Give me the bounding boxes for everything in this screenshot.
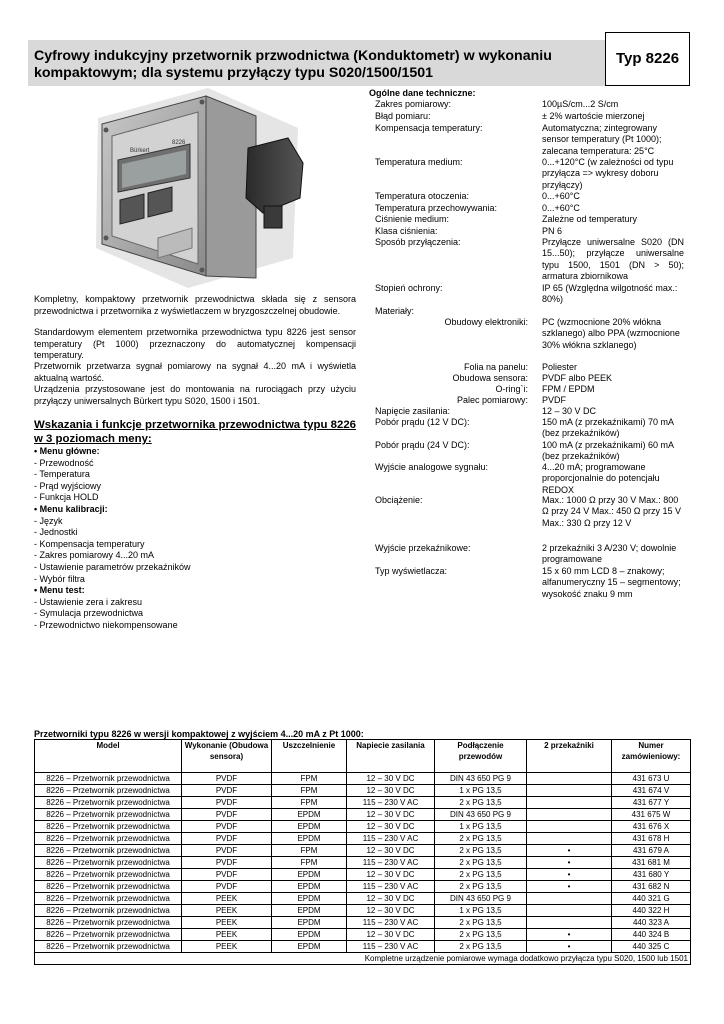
table-cell: 440 322 H bbox=[612, 905, 691, 917]
table-cell: • bbox=[527, 929, 612, 941]
table-cell: 115 – 230 V AC bbox=[347, 797, 435, 809]
tech-label: Obudowy elektroniki: bbox=[444, 317, 528, 327]
table-cell: PVDF bbox=[182, 797, 272, 809]
table-cell: 8226 – Przetwornik przewodnictwa bbox=[35, 797, 182, 809]
tech-value: PVDF albo PEEK bbox=[542, 373, 613, 383]
table-cell: FPM bbox=[272, 785, 347, 797]
table-cell: 12 – 30 V DC bbox=[347, 773, 435, 785]
table-row bbox=[35, 833, 691, 845]
menu-section-title: Wskazania i funkcje przetwornika przewodnictwa typu 8226 w 3 poziomach meny: bbox=[34, 419, 356, 445]
table-cell: 2 x PG 13,5 bbox=[435, 917, 527, 929]
table-row bbox=[35, 905, 691, 917]
table-cell bbox=[527, 905, 612, 917]
document-title: Cyfrowy indukcyjny przetwornik przwodnictwa (Konduktometr) w wykonaniu kompaktowym; dla systemu przyłączy typu S020/1500/1501 bbox=[34, 48, 552, 81]
tech-value: PVDF bbox=[542, 395, 567, 405]
column-header: Uszczelnienie bbox=[272, 740, 347, 773]
tech-label: Wyjście przekaźnikowe: bbox=[375, 543, 471, 553]
tech-label: Wyjście analogowe sygnału: bbox=[375, 462, 488, 472]
tech-label: Typ wyświetlacza: bbox=[375, 566, 448, 576]
table-cell: PVDF bbox=[182, 833, 272, 845]
column-header: Napiecie zasilania bbox=[347, 740, 435, 773]
table-cell: PVDF bbox=[182, 881, 272, 893]
menu-item: - Ustawienie zera i zakresu bbox=[34, 596, 143, 607]
table-cell: 431 678 H bbox=[612, 833, 691, 845]
tech-label: Temperatura przechowywania: bbox=[375, 203, 498, 213]
table-cell bbox=[527, 917, 612, 929]
tech-label: Palec pomiarowy: bbox=[456, 395, 528, 405]
table-cell: EPDM bbox=[272, 869, 347, 881]
tech-value: 0...+120°C (w zależności od typu przyłącza => wykresy doboru przyłączy) bbox=[542, 157, 674, 190]
tech-value: 12 – 30 V DC bbox=[542, 406, 597, 416]
column-header: Wykonanie (Obudowa sensora) bbox=[182, 740, 272, 773]
menu-group-main-head: • Menu główne: bbox=[34, 446, 100, 456]
menu-item: - Ustawienie parametrów przekaźników bbox=[34, 561, 191, 572]
tech-label: Temperatura medium: bbox=[375, 157, 463, 167]
menu-item: - Symulacja przewodnictwa bbox=[34, 608, 144, 619]
tech-value: 100 mA (z przekaźnikami) 60 mA (bez przekaźników) bbox=[542, 440, 674, 462]
tech-label: Zakres pomiarowy: bbox=[375, 99, 452, 109]
menu-item: - Temperatura bbox=[34, 469, 90, 480]
menu-item: - Język bbox=[34, 515, 63, 526]
order-table-title: Przetworniki typu 8226 w wersji kompaktowej z wyjściem 4...20 mA z Pt 1000: bbox=[34, 729, 364, 739]
table-cell: 115 – 230 V AC bbox=[347, 833, 435, 845]
table-cell: PEEK bbox=[182, 893, 272, 905]
table-cell: PVDF bbox=[182, 785, 272, 797]
table-cell: 8226 – Przetwornik przewodnictwa bbox=[35, 881, 182, 893]
table-cell: 12 – 30 V DC bbox=[347, 785, 435, 797]
product-type-box: Typ 8226 bbox=[605, 32, 690, 86]
table-cell: EPDM bbox=[272, 821, 347, 833]
column-header: Numer zamówieniowy: bbox=[612, 740, 691, 773]
table-cell: FPM bbox=[272, 845, 347, 857]
table-row bbox=[35, 797, 691, 809]
table-row bbox=[35, 809, 691, 821]
table-cell: PEEK bbox=[182, 917, 272, 929]
tech-label: Pobór prądu (12 V DC): bbox=[375, 417, 470, 427]
tech-value: 15 x 60 mm LCD 8 – znakowy; alfanumeryczny 15 – segmentowy; wysokość znaku 9 mm bbox=[542, 566, 681, 599]
table-cell: 431 682 N bbox=[612, 881, 691, 893]
table-cell: • bbox=[527, 845, 612, 857]
table-cell: 2 x PG 13,5 bbox=[435, 845, 527, 857]
tech-label: Temperatura otoczenia: bbox=[375, 191, 470, 201]
table-footer-row bbox=[35, 953, 691, 965]
table-cell: 8226 – Przetwornik przewodnictwa bbox=[35, 809, 182, 821]
table-cell: FPM bbox=[272, 857, 347, 869]
tech-label: Sposób przyłączenia: bbox=[375, 237, 461, 247]
table-cell: PVDF bbox=[182, 869, 272, 881]
table-cell: EPDM bbox=[272, 809, 347, 821]
table-cell: PEEK bbox=[182, 941, 272, 953]
table-cell: 440 324 B bbox=[612, 929, 691, 941]
order-table bbox=[34, 739, 691, 965]
table-cell: 12 – 30 V DC bbox=[347, 905, 435, 917]
table-cell: FPM bbox=[272, 773, 347, 785]
tech-value: PN 6 bbox=[542, 226, 563, 236]
table-cell: 8226 – Przetwornik przewodnictwa bbox=[35, 785, 182, 797]
table-cell: • bbox=[527, 869, 612, 881]
table-cell: 440 325 C bbox=[612, 941, 691, 953]
table-cell: 115 – 230 V AC bbox=[347, 857, 435, 869]
tech-label: Pobór prądu (24 V DC): bbox=[375, 440, 470, 450]
tech-value: ± 2% wartoście mierzonej bbox=[542, 111, 645, 121]
menu-item: - Kompensacja temperatury bbox=[34, 538, 145, 549]
table-cell bbox=[527, 893, 612, 905]
menu-item: - Zakres pomiarowy 4...20 mA bbox=[34, 550, 155, 561]
table-cell: 8226 – Przetwornik przewodnictwa bbox=[35, 773, 182, 785]
menu-item: - Prąd wyjściowy bbox=[34, 480, 102, 491]
table-cell: EPDM bbox=[272, 905, 347, 917]
table-cell: 2 x PG 13,5 bbox=[435, 869, 527, 881]
table-cell bbox=[527, 785, 612, 797]
tech-value: 0...+60°C bbox=[542, 191, 580, 201]
table-footnote: Kompletne urządzenie pomiarowe wymaga dodatkowo przyłącza typu S020, 1500 lub 1501 bbox=[35, 953, 691, 965]
table-cell: PEEK bbox=[182, 929, 272, 941]
table-cell: 431 676 X bbox=[612, 821, 691, 833]
table-cell: 12 – 30 V DC bbox=[347, 929, 435, 941]
table-cell: 12 – 30 V DC bbox=[347, 893, 435, 905]
table-cell: DIN 43 650 PG 9 bbox=[435, 773, 527, 785]
model-label: 8226 bbox=[172, 140, 186, 146]
intro-paragraph-1: Kompletny, kompaktowy przetwornik przewodnictwa składa się z sensora przewodnictwa i przetwornika z wyświetlaczem w bryzgoszczelnej obudowie. bbox=[34, 294, 356, 316]
table-cell: 440 321 G bbox=[612, 893, 691, 905]
intro-paragraph-2: Standardowym elementem przetwornika przewodnictwa typu 8226 jest sensor temperatury (Pt 1000) przeznaczony do automatycznej kompensacji temperatury. bbox=[34, 327, 356, 360]
table-cell: 8226 – Przetwornik przewodnictwa bbox=[35, 905, 182, 917]
tech-value: 2 przekaźniki 3 A/230 V; dowolnie programowane bbox=[542, 543, 677, 565]
table-cell: 8226 – Przetwornik przewodnictwa bbox=[35, 857, 182, 869]
tech-label: Materiały: bbox=[375, 306, 415, 316]
menu-group-calibration-head: • Menu kalibracji: bbox=[34, 503, 108, 514]
table-row bbox=[35, 881, 691, 893]
table-row bbox=[35, 917, 691, 929]
product-photo bbox=[88, 88, 318, 288]
menu-item: - Przewodność bbox=[34, 457, 94, 468]
table-cell bbox=[527, 833, 612, 845]
document-header bbox=[28, 40, 688, 86]
table-cell: PVDF bbox=[182, 821, 272, 833]
table-cell: PVDF bbox=[182, 857, 272, 869]
table-cell: EPDM bbox=[272, 881, 347, 893]
table-cell: 8226 – Przetwornik przewodnictwa bbox=[35, 869, 182, 881]
table-row bbox=[35, 773, 691, 785]
table-row bbox=[35, 929, 691, 941]
table-cell: EPDM bbox=[272, 941, 347, 953]
table-cell: EPDM bbox=[272, 833, 347, 845]
table-header-row bbox=[35, 740, 691, 773]
intro-paragraph-4: Urządzenia przystosowane jest do montowania na rurociągach przy użyciu przyłączy uniwersalnych Bürkert typu S020, 1500 i 1501. bbox=[34, 384, 356, 406]
table-cell: 2 x PG 13,5 bbox=[435, 881, 527, 893]
table-cell: 2 x PG 13,5 bbox=[435, 833, 527, 845]
table-cell: 115 – 230 V AC bbox=[347, 881, 435, 893]
table-row bbox=[35, 845, 691, 857]
table-cell: 2 x PG 13,5 bbox=[435, 797, 527, 809]
table-cell: • bbox=[527, 857, 612, 869]
table-cell bbox=[527, 821, 612, 833]
tech-label: Kompensacja temperatury: bbox=[375, 123, 483, 133]
table-cell: 12 – 30 V DC bbox=[347, 821, 435, 833]
tech-label: Klasa ciśnienia: bbox=[375, 226, 438, 236]
table-cell: PVDF bbox=[182, 845, 272, 857]
table-cell: DIN 43 650 PG 9 bbox=[435, 809, 527, 821]
column-header: 2 przekaźniki bbox=[527, 740, 612, 773]
menu-item: - Funkcja HOLD bbox=[34, 492, 99, 503]
tech-value: Zależne od temperatury bbox=[542, 214, 638, 224]
brand-label: Bürkert bbox=[130, 148, 150, 154]
table-cell bbox=[527, 773, 612, 785]
tech-value: Przyłącze uniwersalne S020 (DN 15...50); przyłącze uniwersalne typu 1500, 1501 (DN > 50); armatura zbiornikowa bbox=[542, 237, 684, 281]
table-cell: 8226 – Przetwornik przewodnictwa bbox=[35, 833, 182, 845]
tech-data-title: Ogólne dane techniczne: bbox=[369, 88, 476, 98]
table-cell: PEEK bbox=[182, 905, 272, 917]
table-cell bbox=[527, 797, 612, 809]
table-cell: 431 675 W bbox=[612, 809, 691, 821]
tech-label: Ciśnienie medium: bbox=[375, 214, 450, 224]
table-cell bbox=[527, 809, 612, 821]
cable-gland bbox=[264, 206, 282, 228]
table-row bbox=[35, 869, 691, 881]
table-cell: PVDF bbox=[182, 809, 272, 821]
tech-label: Obciążenie: bbox=[375, 495, 423, 505]
table-cell: 440 323 A bbox=[612, 917, 691, 929]
table-cell: 8226 – Przetwornik przewodnictwa bbox=[35, 821, 182, 833]
table-cell: 8226 – Przetwornik przewodnictwa bbox=[35, 893, 182, 905]
table-cell: 431 677 Y bbox=[612, 797, 691, 809]
table-cell: • bbox=[527, 881, 612, 893]
tech-label: O-ring`i: bbox=[495, 384, 528, 394]
table-cell: FPM bbox=[272, 797, 347, 809]
table-cell: EPDM bbox=[272, 917, 347, 929]
tech-label: Obudowa sensora: bbox=[452, 373, 528, 383]
table-cell: 8226 – Przetwornik przewodnictwa bbox=[35, 929, 182, 941]
table-cell: EPDM bbox=[272, 929, 347, 941]
table-cell: 115 – 230 V AC bbox=[347, 941, 435, 953]
table-row bbox=[35, 941, 691, 953]
tech-value: 0...+60°C bbox=[542, 203, 580, 213]
menu-group-test-head: • Menu test: bbox=[34, 585, 85, 596]
table-cell: 431 679 A bbox=[612, 845, 691, 857]
tech-value: 100µS/cm...2 S/cm bbox=[542, 99, 619, 109]
table-cell: 431 673 U bbox=[612, 773, 691, 785]
table-cell: 2 x PG 13,5 bbox=[435, 941, 527, 953]
table-cell: 1 x PG 13,5 bbox=[435, 905, 527, 917]
tech-label: Napięcie zasilania: bbox=[375, 406, 451, 416]
column-header: Podłączenie przewodów bbox=[435, 740, 527, 773]
tech-value: FPM / EPDM bbox=[542, 384, 595, 394]
table-cell: 2 x PG 13,5 bbox=[435, 929, 527, 941]
menu-list bbox=[34, 446, 356, 632]
tech-value: PC (wzmocnione 20% włókna szklanego) albo PPA (wzmocnione 30% włókna szklanego) bbox=[542, 317, 680, 350]
menu-item: - Przewodnictwo niekompensowane bbox=[34, 619, 178, 630]
intro-paragraph-3: Przetwornik przetwarza sygnał pomiarowy na sygnał 4...20 mA i wyświetla aktualną wartość. bbox=[34, 361, 356, 383]
tech-value: 150 mA (z przekaźnikami) 70 mA (bez przekaźników) bbox=[542, 417, 674, 439]
tech-value: Automatyczna; zintegrowany sensor temperatury (Pt 1000); zalecana temperatura: 25°C bbox=[542, 123, 662, 156]
table-cell: 8226 – Przetwornik przewodnictwa bbox=[35, 917, 182, 929]
table-cell: 431 681 M bbox=[612, 857, 691, 869]
menu-item: - Wybór filtra bbox=[34, 573, 85, 584]
table-cell: 12 – 30 V DC bbox=[347, 809, 435, 821]
table-cell: 431 674 V bbox=[612, 785, 691, 797]
table-cell: • bbox=[527, 941, 612, 953]
tech-label: Stopień ochrony: bbox=[375, 283, 443, 293]
table-cell: 12 – 30 V DC bbox=[347, 845, 435, 857]
menu-item: - Jednostki bbox=[34, 527, 78, 538]
tech-label: Folia na panelu: bbox=[463, 362, 528, 372]
tech-value: 4...20 mA; programowane proporcjonalnie do potencjału REDOX bbox=[542, 462, 660, 495]
table-cell: DIN 43 650 PG 9 bbox=[435, 893, 527, 905]
tech-value: Poliester bbox=[542, 362, 578, 372]
table-row bbox=[35, 785, 691, 797]
tech-value: Max.: 1000 Ω przy 30 V Max.: 800 Ω przy 24 V Max.: 450 Ω przy 15 V Max.: 330 Ω przy 12 V bbox=[542, 495, 682, 528]
table-cell: 1 x PG 13,5 bbox=[435, 785, 527, 797]
table-row bbox=[35, 857, 691, 869]
table-row bbox=[35, 821, 691, 833]
table-cell: 12 – 30 V DC bbox=[347, 869, 435, 881]
table-cell: 1 x PG 13,5 bbox=[435, 821, 527, 833]
table-cell: EPDM bbox=[272, 893, 347, 905]
tech-value: IP 65 (Względna wilgotność max.: 80%) bbox=[542, 283, 678, 305]
table-cell: 431 680 Y bbox=[612, 869, 691, 881]
table-cell: 115 – 230 V AC bbox=[347, 917, 435, 929]
table-cell: 2 x PG 13,5 bbox=[435, 857, 527, 869]
column-header: Model bbox=[35, 740, 182, 773]
table-row bbox=[35, 893, 691, 905]
tech-label: Błąd pomiaru: bbox=[375, 111, 431, 121]
table-cell: 8226 – Przetwornik przewodnictwa bbox=[35, 941, 182, 953]
table-cell: PVDF bbox=[182, 773, 272, 785]
table-cell: 8226 – Przetwornik przewodnictwa bbox=[35, 845, 182, 857]
